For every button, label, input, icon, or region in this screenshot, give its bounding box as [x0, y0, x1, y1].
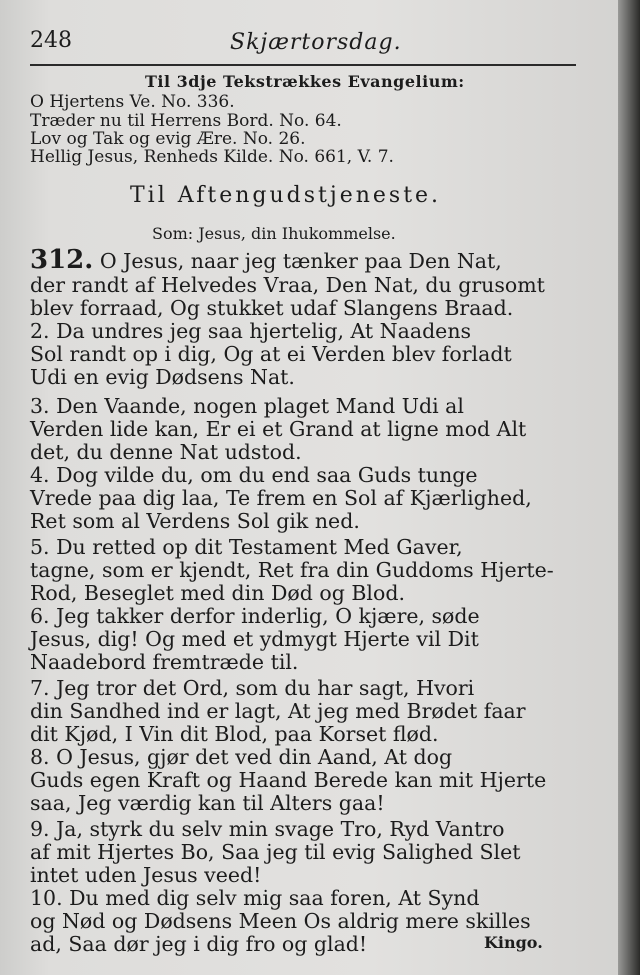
hymn-line: intet uden Jesus veed! [30, 863, 262, 887]
hymn-line: Ret som al Verdens Sol gik ned. [30, 509, 360, 533]
page-number: 248 [30, 28, 72, 53]
gospel-hymn-item: Hellig Jesus, Renheds Kilde. No. 661, V. 7. [30, 147, 394, 167]
hymn-line: dit Kjød, I Vin dit Blod, paa Korset flød. [30, 722, 439, 746]
hymn-line: 9. Ja, styrk du selv min svage Tro, Ryd Vantro [30, 817, 505, 841]
hymn-line: 10. Du med dig selv mig saa foren, At Synd [30, 886, 480, 910]
melody-line: Som: Jesus, din Ihukommelse. [152, 224, 396, 243]
hymn-line: O Jesus, naar jeg tænker paa Den Nat, [99, 249, 502, 273]
hymn-line: 7. Jeg tror det Ord, som du har sagt, Hvori [30, 676, 475, 700]
gospel-hymns-heading: Til 3dje Tekstrækkes Evangelium: [145, 72, 465, 91]
hymn-line: tagne, som er kjendt, Ret fra din Guddoms Hjerte- [30, 558, 554, 582]
hymn-line: saa, Jeg værdig kan til Alters gaa! [30, 791, 385, 815]
book-binding-edge [618, 0, 640, 975]
hymn-line: der randt af Helvedes Vraa, Den Nat, du grusomt [30, 273, 545, 297]
hymn-line: 5. Du retted op dit Testament Med Gaver, [30, 535, 463, 559]
gospel-hymn-item: Lov og Tak og evig Ære. No. 26. [30, 129, 306, 149]
hymn-line: ad, Saa dør jeg i dig fro og glad! [30, 932, 368, 956]
hymn-first-line [30, 245, 502, 275]
hymn-line: det, du denne Nat udstod. [30, 440, 302, 464]
hymn-line: Verden lide kan, Er ei et Grand at ligne mod Alt [30, 417, 527, 441]
gospel-hymn-item: Træder nu til Herrens Bord. No. 64. [30, 111, 342, 131]
running-head: Skjærtorsdag. [230, 30, 402, 55]
hymn-line: din Sandhed ind er lagt, At jeg med Brødet faar [30, 699, 526, 723]
hymn-line: blev forraad, Og stukket udaf Slangens Braad. [30, 296, 514, 320]
hymn-line: 3. Den Vaande, nogen plaget Mand Udi al [30, 394, 464, 418]
hymn-line: 4. Dog vilde du, om du end saa Guds tunge [30, 463, 478, 487]
hymn-line: 2. Da undres jeg saa hjertelig, At Naadens [30, 319, 472, 343]
hymn-author: Kingo. [484, 933, 543, 952]
hymn-line: 8. O Jesus, gjør det ved din Aand, At dog [30, 745, 453, 769]
hymn-line: af mit Hjertes Bo, Saa jeg til evig Salighed Slet [30, 840, 521, 864]
hymn-line: Udi en evig Dødsens Nat. [30, 365, 295, 389]
hymn-line: Naadebord fremtræde til. [30, 650, 299, 674]
hymn-line: og Nød og Dødsens Meen Os aldrig mere skilles [30, 909, 531, 933]
section-title: Til Aftengudstjeneste. [130, 183, 442, 208]
hymn-line: Sol randt op i dig, Og at ei Verden blev forladt [30, 342, 512, 366]
hymn-number: 312. [30, 245, 94, 275]
header-rule [30, 64, 576, 66]
hymn-line: Rod, Beseglet med din Død og Blod. [30, 581, 405, 605]
hymn-line: 6. Jeg takker derfor inderlig, O kjære, søde [30, 604, 480, 628]
hymn-line: Jesus, dig! Og med et ydmygt Hjerte vil Dit [30, 627, 479, 651]
gospel-hymn-item: O Hjertens Ve. No. 336. [30, 92, 235, 112]
hymn-line: Vrede paa dig laa, Te frem en Sol af Kjærlighed, [30, 486, 532, 510]
hymn-line: Guds egen Kraft og Haand Berede kan mit Hjerte [30, 768, 547, 792]
